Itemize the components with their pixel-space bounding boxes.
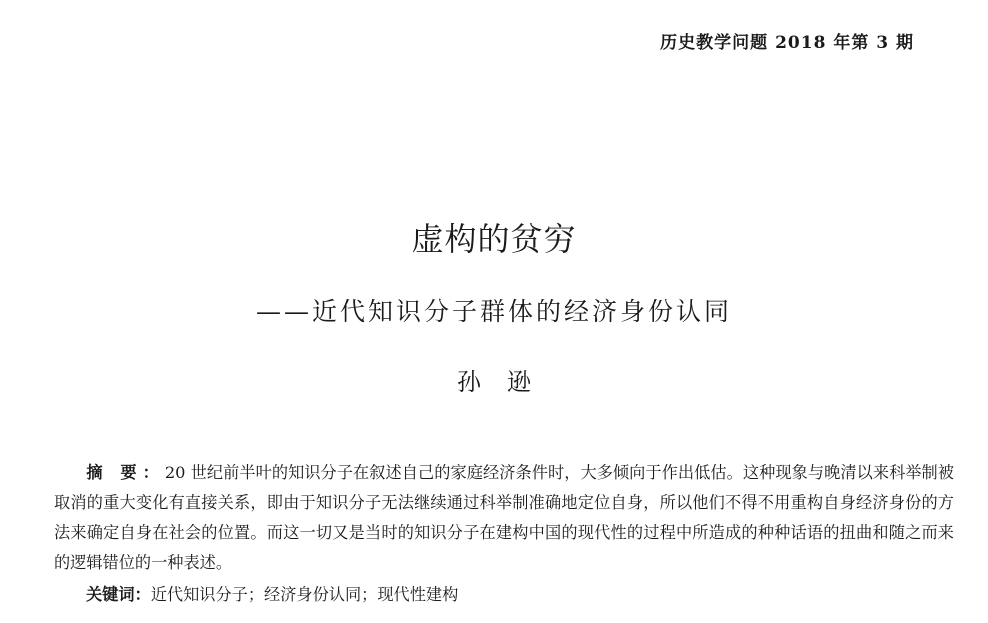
journal-header: 历史教学问题 2018 年第 3 期 [660, 33, 914, 53]
keywords-text: 近代知识分子；经济身份认同；现代性建构 [150, 585, 459, 604]
keywords-label: 关键词： [86, 585, 151, 604]
abstract-paragraph [54, 458, 954, 578]
article-title: 虚构的贫穷 [411, 220, 577, 258]
article-subtitle: ——近代知识分子群体的经济身份认同 [255, 297, 732, 326]
keywords-line [86, 580, 956, 610]
article-author: 孙逊 [457, 368, 557, 396]
abstract-label: 摘 要： [86, 463, 165, 482]
abstract-text: 20 世纪前半叶的知识分子在叙述自己的家庭经济条件时，大多倾向于作出低估。这种现象与晚清以来科举制被取消的重大变化有直接关系，即由于知识分子无法继续通过科举制准确地定位自身，所以他们不得不用重构自身经济身份的方法来确定自身在社会的位置。而这一切又是当时的知识分子在建构中国的现代性的过程中所造成的种种话语的扭曲和随之而来的逻辑错位的一种表述。 [54, 463, 954, 572]
